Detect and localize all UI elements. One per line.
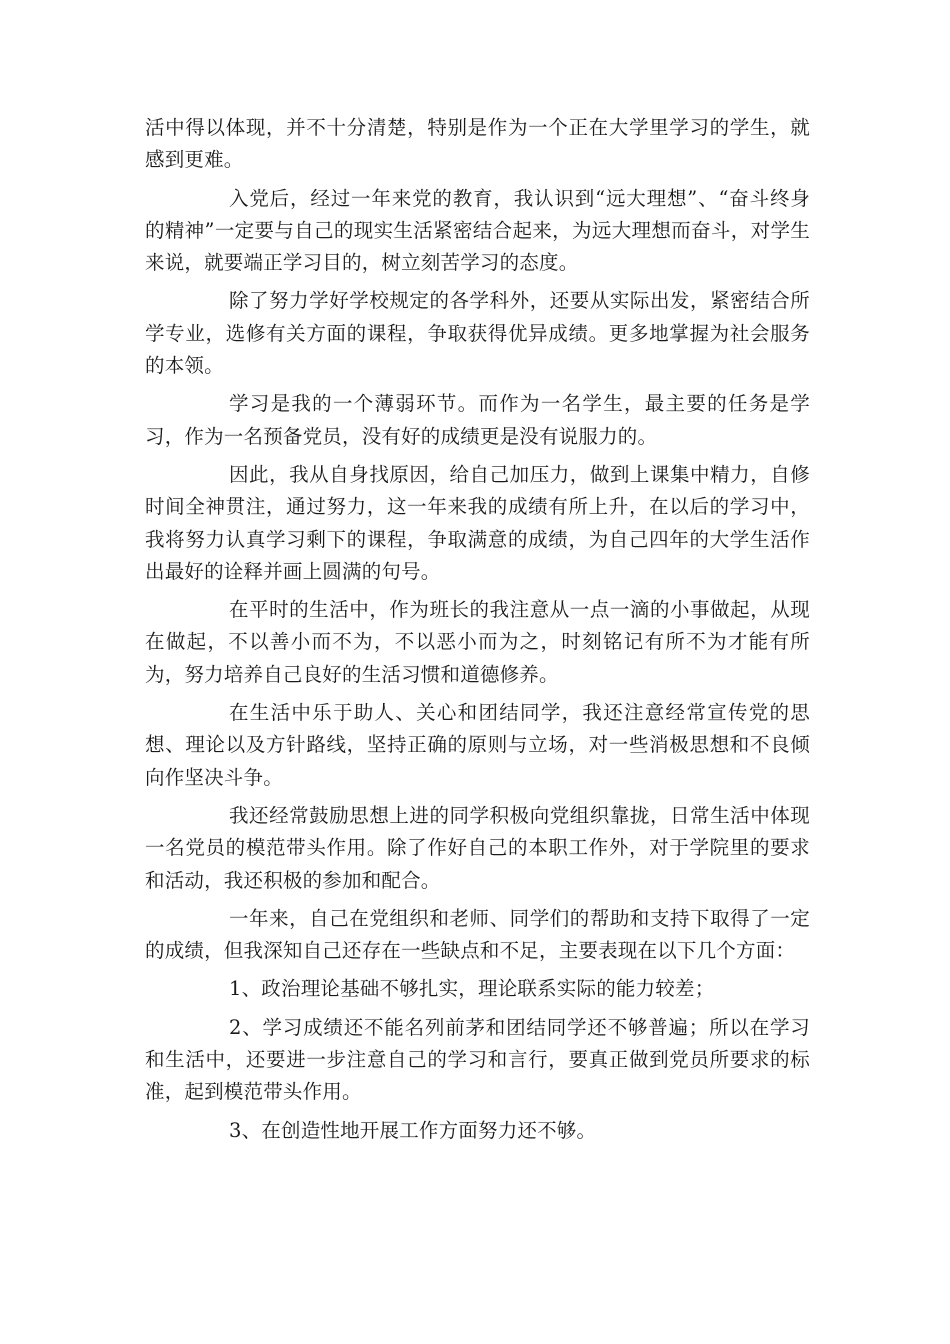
paragraph-encouraging-classmates: 我还经常鼓励思想上进的同学积极向党组织靠拢，日常生活中体现一名党员的模范带头作用。除了作好自己的本职工作外，对于学院里的要求和活动，我还积极的参加和配合。 [145,803,810,892]
paragraph-daily-life: 在平时的生活中，作为班长的我注意从一点一滴的小事做起，从现在做起，不以善小而不为，不以恶小而为之，时刻铭记有所不为才能有所为，努力培养自己良好的生活习惯和道德修养。 [145,598,810,686]
paragraph-after-joining-party: 入党后，经过一年来党的教育，我认识到“远大理想”、“奋斗终身的精神”一定要与自己的现实生活紧密结合起来，为远大理想而奋斗，对学生来说，就要端正学习目的，树立刻苦学习的态度。 [145,186,810,275]
paragraph-shortcomings-intro: 一年来，自己在党组织和老师、同学们的帮助和支持下取得了一定的成绩，但我深知自己还存在一些缺点和不足，主要表现在以下几个方面： [145,906,810,963]
document-body [145,112,810,1153]
paragraph-weak-link: 学习是我的一个薄弱环节。而作为一名学生，最主要的任务是学习，作为一名预备党员，没有好的成绩更是没有说服力的。 [145,392,810,448]
list-item-3: 3、在创造性地开展工作方面努力还不够。 [229,1118,597,1142]
paragraph-helping-others: 在生活中乐于助人、关心和团结同学，我还注意经常宣传党的思想、理论以及方针路线，坚持正确的原则与立场，对一些消极思想和不良倾向作坚决斗争。 [145,701,810,789]
list-item-2: 2、学习成绩还不能名列前茅和团结同学还不够普遍；所以在学习和生活中，还要进一步注意自己的学习和言行，要真正做到党员所要求的标准，起到模范带头作用。 [145,1015,810,1104]
paragraph-self-improvement: 因此，我从自身找原因，给自己加压力，做到上课集中精力，自修时间全神贯注，通过努力，这一年来我的成绩有所上升，在以后的学习中，我将努力认真学习剩下的课程，争取满意的成绩，为自己四年的大学生活作出最好的诠释并画上圆满的句号。 [145,462,810,583]
list-item-1: 1、政治理论基础不够扎实，理论联系实际的能力较差； [229,977,715,1001]
paragraph-study-courses: 除了努力学好学校规定的各学科外，还要从实际出发，紧密结合所学专业，选修有关方面的课程，争取获得优异成绩。更多地掌握为社会服务的本领。 [145,289,810,378]
paragraph-continuation: 活中得以体现，并不十分清楚，特别是作为一个正在大学里学习的学生，就感到更难。 [145,116,810,172]
